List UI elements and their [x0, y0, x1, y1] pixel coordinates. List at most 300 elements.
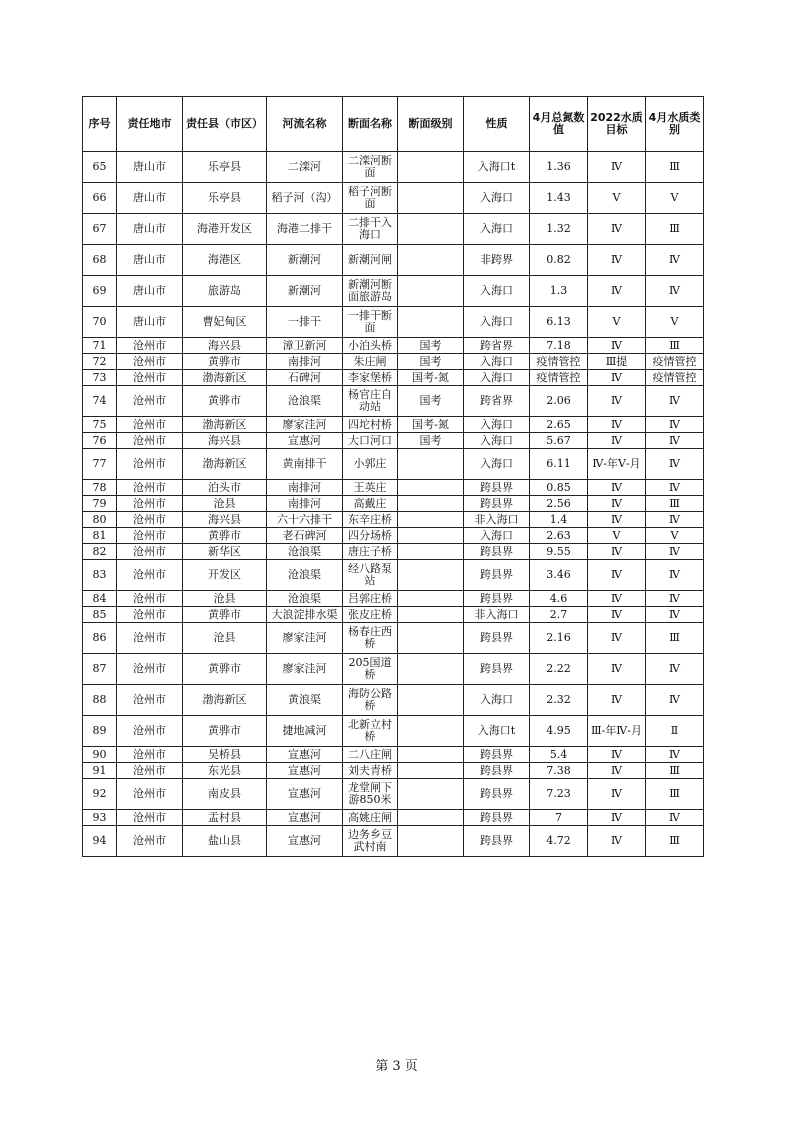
cell-col-county: 黄骅市 — [183, 654, 267, 685]
cell-col-index: 86 — [83, 623, 117, 654]
cell-col-river: 稻子河（沟） — [267, 183, 343, 214]
cell-col-county: 黄骅市 — [183, 354, 267, 370]
cell-col-section: 二滦河断面 — [343, 152, 398, 183]
cell-col-index: 72 — [83, 354, 117, 370]
cell-col-type: 跨县界 — [464, 480, 530, 496]
cell-col-level — [398, 276, 464, 307]
cell-col-target: Ⅳ — [588, 763, 646, 779]
cell-col-level: 国考-氮 — [398, 370, 464, 386]
cell-col-section: 205国道桥 — [343, 654, 398, 685]
cell-col-type: 跨县界 — [464, 496, 530, 512]
cell-col-type: 跨县界 — [464, 779, 530, 810]
cell-col-county: 盂村县 — [183, 810, 267, 826]
cell-col-county: 渤海新区 — [183, 685, 267, 716]
cell-col-county: 南皮县 — [183, 779, 267, 810]
cell-col-index: 88 — [83, 685, 117, 716]
cell-col-target: Ⅳ — [588, 826, 646, 857]
water-quality-table — [82, 96, 704, 857]
cell-col-index: 75 — [83, 417, 117, 433]
cell-col-county: 新华区 — [183, 544, 267, 560]
cell-col-type: 入海口 — [464, 417, 530, 433]
cell-col-river: 宣惠河 — [267, 747, 343, 763]
cell-col-section: 张皮庄桥 — [343, 607, 398, 623]
cell-col-nitrogen: 2.16 — [530, 623, 588, 654]
cell-col-river: 廖家洼河 — [267, 623, 343, 654]
cell-col-index: 90 — [83, 747, 117, 763]
cell-col-city: 沧州市 — [117, 779, 183, 810]
cell-col-type: 跨县界 — [464, 654, 530, 685]
cell-col-type: 入海口t — [464, 716, 530, 747]
cell-col-index: 76 — [83, 433, 117, 449]
cell-col-type: 非入海口 — [464, 512, 530, 528]
table-row — [83, 747, 704, 763]
cell-col-target: Ⅳ — [588, 480, 646, 496]
cell-col-nitrogen: 1.36 — [530, 152, 588, 183]
cell-col-level — [398, 607, 464, 623]
cell-col-county: 黄骅市 — [183, 716, 267, 747]
header-col-target: 2022水质目标 — [588, 97, 646, 152]
cell-col-category: Ⅲ — [646, 496, 704, 512]
cell-col-nitrogen: 0.85 — [530, 480, 588, 496]
cell-col-index: 91 — [83, 763, 117, 779]
cell-col-city: 沧州市 — [117, 607, 183, 623]
cell-col-section: 刘夫青桥 — [343, 763, 398, 779]
cell-col-section: 大口河口 — [343, 433, 398, 449]
cell-col-river: 廖家洼河 — [267, 654, 343, 685]
cell-col-category: Ⅲ — [646, 338, 704, 354]
cell-col-index: 83 — [83, 560, 117, 591]
header-col-level: 断面级别 — [398, 97, 464, 152]
table-row — [83, 560, 704, 591]
cell-col-type: 跨省界 — [464, 386, 530, 417]
cell-col-county: 盐山县 — [183, 826, 267, 857]
cell-col-index: 85 — [83, 607, 117, 623]
cell-col-nitrogen: 2.7 — [530, 607, 588, 623]
cell-col-target: Ⅳ — [588, 810, 646, 826]
header-col-index: 序号 — [83, 97, 117, 152]
cell-col-type: 跨县界 — [464, 747, 530, 763]
cell-col-section: 经八路泵站 — [343, 560, 398, 591]
cell-col-target: Ⅳ — [588, 338, 646, 354]
cell-col-county: 曹妃甸区 — [183, 307, 267, 338]
cell-col-nitrogen: 2.63 — [530, 528, 588, 544]
table-row — [83, 512, 704, 528]
cell-col-category: Ⅳ — [646, 276, 704, 307]
cell-col-city: 沧州市 — [117, 433, 183, 449]
cell-col-level — [398, 449, 464, 480]
cell-col-category: Ⅳ — [646, 810, 704, 826]
cell-col-category: 疫情管控 — [646, 370, 704, 386]
cell-col-category: Ⅳ — [646, 560, 704, 591]
cell-col-index: 89 — [83, 716, 117, 747]
cell-col-target: Ⅳ — [588, 544, 646, 560]
table-body — [83, 152, 704, 857]
cell-col-city: 沧州市 — [117, 528, 183, 544]
cell-col-county: 开发区 — [183, 560, 267, 591]
cell-col-type: 入海口 — [464, 370, 530, 386]
cell-col-river: 南排河 — [267, 496, 343, 512]
cell-col-target: Ⅳ — [588, 370, 646, 386]
table-header-row — [83, 97, 704, 152]
cell-col-nitrogen: 5.67 — [530, 433, 588, 449]
cell-col-city: 沧州市 — [117, 338, 183, 354]
cell-col-type: 入海口 — [464, 449, 530, 480]
table-row — [83, 354, 704, 370]
cell-col-target: Ⅳ — [588, 685, 646, 716]
cell-col-category: Ⅳ — [646, 512, 704, 528]
cell-col-target: Ⅳ — [588, 276, 646, 307]
cell-col-category: Ⅳ — [646, 386, 704, 417]
cell-col-target: Ⅳ — [588, 779, 646, 810]
cell-col-nitrogen: 2.06 — [530, 386, 588, 417]
cell-col-level — [398, 245, 464, 276]
cell-col-river: 漳卫新河 — [267, 338, 343, 354]
cell-col-county: 黄骅市 — [183, 386, 267, 417]
table-row — [83, 591, 704, 607]
cell-col-target: Ⅳ-年Ⅴ-月 — [588, 449, 646, 480]
table-row — [83, 779, 704, 810]
cell-col-index: 82 — [83, 544, 117, 560]
cell-col-section: 北新立村桥 — [343, 716, 398, 747]
table-row — [83, 449, 704, 480]
cell-col-type: 入海口 — [464, 214, 530, 245]
cell-col-nitrogen: 疫情管控 — [530, 370, 588, 386]
cell-col-river: 新潮河 — [267, 276, 343, 307]
cell-col-target: Ⅳ — [588, 433, 646, 449]
table-row — [83, 183, 704, 214]
cell-col-city: 沧州市 — [117, 449, 183, 480]
header-col-county: 责任县（市区） — [183, 97, 267, 152]
cell-col-nitrogen: 0.82 — [530, 245, 588, 276]
table-row — [83, 214, 704, 245]
cell-col-level: 国考 — [398, 338, 464, 354]
cell-col-river: 沧浪渠 — [267, 386, 343, 417]
cell-col-river: 大浪淀排水渠 — [267, 607, 343, 623]
cell-col-type: 入海口 — [464, 183, 530, 214]
cell-col-target: Ⅳ — [588, 245, 646, 276]
table-row — [83, 544, 704, 560]
cell-col-category: Ⅳ — [646, 417, 704, 433]
table-row — [83, 307, 704, 338]
cell-col-type: 入海口 — [464, 685, 530, 716]
table-row — [83, 763, 704, 779]
cell-col-level — [398, 544, 464, 560]
cell-col-city: 沧州市 — [117, 810, 183, 826]
cell-col-level — [398, 528, 464, 544]
cell-col-level — [398, 512, 464, 528]
cell-col-category: Ⅲ — [646, 763, 704, 779]
cell-col-index: 70 — [83, 307, 117, 338]
cell-col-section: 小泊头桥 — [343, 338, 398, 354]
cell-col-category: Ⅲ — [646, 623, 704, 654]
cell-col-level — [398, 654, 464, 685]
cell-col-county: 泊头市 — [183, 480, 267, 496]
cell-col-river: 黄南排干 — [267, 449, 343, 480]
cell-col-target: Ⅳ — [588, 560, 646, 591]
cell-col-target: Ⅳ — [588, 654, 646, 685]
cell-col-river: 新潮河 — [267, 245, 343, 276]
cell-col-river: 捷地减河 — [267, 716, 343, 747]
cell-col-type: 入海口t — [464, 152, 530, 183]
cell-col-nitrogen: 4.6 — [530, 591, 588, 607]
cell-col-city: 沧州市 — [117, 354, 183, 370]
cell-col-county: 乐亭县 — [183, 183, 267, 214]
cell-col-section: 王英庄 — [343, 480, 398, 496]
header-col-type: 性质 — [464, 97, 530, 152]
cell-col-category: 疫情管控 — [646, 354, 704, 370]
cell-col-nitrogen: 1.43 — [530, 183, 588, 214]
cell-col-section: 高姚庄闸 — [343, 810, 398, 826]
cell-col-category: Ⅳ — [646, 449, 704, 480]
cell-col-city: 唐山市 — [117, 183, 183, 214]
cell-col-city: 唐山市 — [117, 276, 183, 307]
cell-col-category: Ⅳ — [646, 685, 704, 716]
cell-col-river: 宣惠河 — [267, 826, 343, 857]
cell-col-type: 非跨界 — [464, 245, 530, 276]
cell-col-index: 92 — [83, 779, 117, 810]
cell-col-county: 沧县 — [183, 496, 267, 512]
cell-col-index: 67 — [83, 214, 117, 245]
cell-col-nitrogen: 2.56 — [530, 496, 588, 512]
cell-col-index: 87 — [83, 654, 117, 685]
cell-col-section: 二排干入海口 — [343, 214, 398, 245]
cell-col-section: 二八庄闸 — [343, 747, 398, 763]
cell-col-river: 沧浪渠 — [267, 591, 343, 607]
table-row — [83, 276, 704, 307]
cell-col-index: 93 — [83, 810, 117, 826]
cell-col-level — [398, 183, 464, 214]
cell-col-section: 新潮河闸 — [343, 245, 398, 276]
cell-col-section: 海防公路桥 — [343, 685, 398, 716]
cell-col-county: 沧县 — [183, 591, 267, 607]
cell-col-level — [398, 779, 464, 810]
cell-col-index: 68 — [83, 245, 117, 276]
cell-col-river: 宣惠河 — [267, 763, 343, 779]
cell-col-target: Ⅳ — [588, 747, 646, 763]
cell-col-section: 四坨村桥 — [343, 417, 398, 433]
cell-col-level — [398, 307, 464, 338]
cell-col-target: Ⅳ — [588, 152, 646, 183]
cell-col-river: 石碑河 — [267, 370, 343, 386]
cell-col-river: 六十六排干 — [267, 512, 343, 528]
cell-col-category: Ⅳ — [646, 607, 704, 623]
table-row — [83, 433, 704, 449]
cell-col-city: 沧州市 — [117, 654, 183, 685]
page-number: 第 3 页 — [375, 1059, 418, 1074]
cell-col-level: 国考 — [398, 386, 464, 417]
cell-col-index: 80 — [83, 512, 117, 528]
cell-col-target: Ⅳ — [588, 417, 646, 433]
cell-col-level — [398, 716, 464, 747]
cell-col-county: 旅游岛 — [183, 276, 267, 307]
cell-col-index: 73 — [83, 370, 117, 386]
cell-col-river: 老石碑河 — [267, 528, 343, 544]
cell-col-target: Ⅳ — [588, 496, 646, 512]
cell-col-target: Ⅳ — [588, 607, 646, 623]
cell-col-city: 唐山市 — [117, 307, 183, 338]
cell-col-county: 海兴县 — [183, 338, 267, 354]
table-row — [83, 810, 704, 826]
cell-col-type: 入海口 — [464, 354, 530, 370]
cell-col-category: Ⅲ — [646, 152, 704, 183]
cell-col-nitrogen: 2.65 — [530, 417, 588, 433]
cell-col-city: 沧州市 — [117, 480, 183, 496]
cell-col-city: 沧州市 — [117, 716, 183, 747]
cell-col-level — [398, 747, 464, 763]
cell-col-type: 跨省界 — [464, 338, 530, 354]
cell-col-index: 84 — [83, 591, 117, 607]
cell-col-nitrogen: 6.13 — [530, 307, 588, 338]
cell-col-level — [398, 623, 464, 654]
table-row — [83, 607, 704, 623]
cell-col-type: 跨县界 — [464, 810, 530, 826]
cell-col-nitrogen: 1.4 — [530, 512, 588, 528]
cell-col-level — [398, 591, 464, 607]
cell-col-river: 沧浪渠 — [267, 560, 343, 591]
cell-col-nitrogen: 疫情管控 — [530, 354, 588, 370]
cell-col-river: 宣惠河 — [267, 779, 343, 810]
cell-col-type: 入海口 — [464, 307, 530, 338]
cell-col-target: Ⅴ — [588, 183, 646, 214]
table-row — [83, 826, 704, 857]
cell-col-nitrogen: 4.72 — [530, 826, 588, 857]
table-row — [83, 528, 704, 544]
cell-col-category: Ⅴ — [646, 528, 704, 544]
cell-col-nitrogen: 9.55 — [530, 544, 588, 560]
cell-col-level — [398, 826, 464, 857]
table-row — [83, 480, 704, 496]
cell-col-city: 沧州市 — [117, 685, 183, 716]
cell-col-category: Ⅳ — [646, 654, 704, 685]
cell-col-section: 稻子河断面 — [343, 183, 398, 214]
cell-col-index: 81 — [83, 528, 117, 544]
cell-col-target: Ⅳ — [588, 386, 646, 417]
cell-col-category: Ⅳ — [646, 747, 704, 763]
cell-col-level: 国考 — [398, 433, 464, 449]
cell-col-category: Ⅳ — [646, 245, 704, 276]
cell-col-section: 边务乡豆武村南 — [343, 826, 398, 857]
cell-col-nitrogen: 2.32 — [530, 685, 588, 716]
cell-col-category: Ⅴ — [646, 183, 704, 214]
cell-col-level — [398, 763, 464, 779]
table-row — [83, 152, 704, 183]
cell-col-city: 唐山市 — [117, 214, 183, 245]
table-row — [83, 245, 704, 276]
cell-col-section: 东辛庄桥 — [343, 512, 398, 528]
cell-col-index: 71 — [83, 338, 117, 354]
cell-col-nitrogen: 4.95 — [530, 716, 588, 747]
cell-col-type: 跨县界 — [464, 623, 530, 654]
cell-col-county: 海兴县 — [183, 512, 267, 528]
cell-col-river: 海港二排干 — [267, 214, 343, 245]
cell-col-type: 跨县界 — [464, 826, 530, 857]
cell-col-city: 沧州市 — [117, 386, 183, 417]
cell-col-city: 唐山市 — [117, 245, 183, 276]
cell-col-type: 非入海口 — [464, 607, 530, 623]
cell-col-nitrogen: 2.22 — [530, 654, 588, 685]
cell-col-nitrogen: 7.38 — [530, 763, 588, 779]
cell-col-county: 海港区 — [183, 245, 267, 276]
header-col-section: 断面名称 — [343, 97, 398, 152]
cell-col-river: 二滦河 — [267, 152, 343, 183]
cell-col-city: 沧州市 — [117, 623, 183, 654]
cell-col-level: 国考 — [398, 354, 464, 370]
cell-col-nitrogen: 6.11 — [530, 449, 588, 480]
cell-col-county: 渤海新区 — [183, 370, 267, 386]
cell-col-city: 唐山市 — [117, 152, 183, 183]
table-row — [83, 417, 704, 433]
cell-col-type: 入海口 — [464, 433, 530, 449]
cell-col-level — [398, 214, 464, 245]
cell-col-nitrogen: 7.23 — [530, 779, 588, 810]
cell-col-level — [398, 560, 464, 591]
cell-col-target: Ⅳ — [588, 512, 646, 528]
header-col-river: 河流名称 — [267, 97, 343, 152]
cell-col-index: 78 — [83, 480, 117, 496]
cell-col-type: 入海口 — [464, 276, 530, 307]
cell-col-nitrogen: 7 — [530, 810, 588, 826]
cell-col-target: Ⅳ — [588, 214, 646, 245]
cell-col-category: Ⅳ — [646, 433, 704, 449]
cell-col-river: 南排河 — [267, 354, 343, 370]
cell-col-river: 廖家洼河 — [267, 417, 343, 433]
table-row — [83, 716, 704, 747]
cell-col-county: 东光县 — [183, 763, 267, 779]
cell-col-target: Ⅲ-年Ⅳ-月 — [588, 716, 646, 747]
cell-col-county: 渤海新区 — [183, 449, 267, 480]
cell-col-county: 吴桥县 — [183, 747, 267, 763]
cell-col-index: 65 — [83, 152, 117, 183]
cell-col-section: 吕郭庄桥 — [343, 591, 398, 607]
cell-col-river: 南排河 — [267, 480, 343, 496]
cell-col-level: 国考-氮 — [398, 417, 464, 433]
table-row — [83, 496, 704, 512]
cell-col-county: 海港开发区 — [183, 214, 267, 245]
cell-col-county: 黄骅市 — [183, 607, 267, 623]
cell-col-city: 沧州市 — [117, 591, 183, 607]
cell-col-section: 唐庄子桥 — [343, 544, 398, 560]
cell-col-category: Ⅲ — [646, 214, 704, 245]
cell-col-category: Ⅱ — [646, 716, 704, 747]
cell-col-city: 沧州市 — [117, 544, 183, 560]
cell-col-nitrogen: 7.18 — [530, 338, 588, 354]
cell-col-county: 海兴县 — [183, 433, 267, 449]
cell-col-city: 沧州市 — [117, 417, 183, 433]
cell-col-nitrogen: 1.3 — [530, 276, 588, 307]
cell-col-target: Ⅲ提 — [588, 354, 646, 370]
cell-col-county: 渤海新区 — [183, 417, 267, 433]
cell-col-city: 沧州市 — [117, 560, 183, 591]
cell-col-index: 74 — [83, 386, 117, 417]
cell-col-level — [398, 496, 464, 512]
cell-col-type: 跨县界 — [464, 763, 530, 779]
cell-col-index: 77 — [83, 449, 117, 480]
cell-col-city: 沧州市 — [117, 763, 183, 779]
cell-col-target: Ⅴ — [588, 307, 646, 338]
cell-col-type: 跨县界 — [464, 591, 530, 607]
table-row — [83, 386, 704, 417]
cell-col-index: 94 — [83, 826, 117, 857]
cell-col-section: 杨官庄自动站 — [343, 386, 398, 417]
header-col-nitrogen: 4月总氮数值 — [530, 97, 588, 152]
cell-col-section: 新潮河断面旅游岛 — [343, 276, 398, 307]
cell-col-section: 小郭庄 — [343, 449, 398, 480]
table-row — [83, 338, 704, 354]
cell-col-target: Ⅴ — [588, 528, 646, 544]
cell-col-river: 一排干 — [267, 307, 343, 338]
cell-col-level — [398, 152, 464, 183]
cell-col-category: Ⅳ — [646, 480, 704, 496]
